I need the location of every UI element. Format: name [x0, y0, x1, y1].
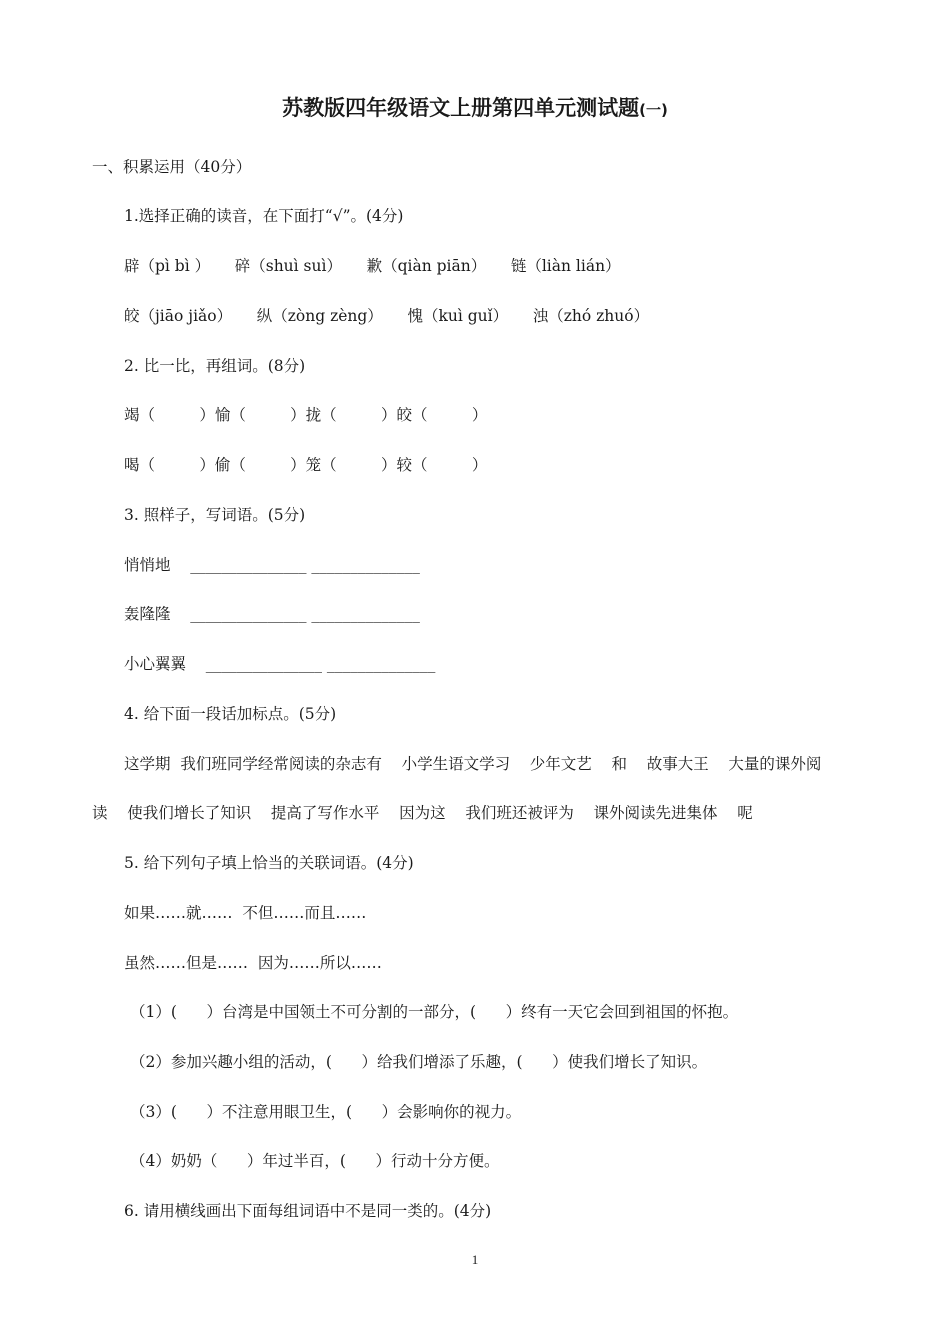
question-5-sentence-4: （4）奶奶（ ）年过半百，( ）行动十分方便。 — [130, 1152, 500, 1170]
question-5-sentence-2: （2）参加兴趣小组的活动，( ）给我们增添了乐趣，( ）使我们增长了知识。 — [130, 1053, 708, 1071]
question-5-sentence-1: （1）( ）台湾是中国领土不可分割的一部分，( ）终有一天它会回到祖国的怀抱。 — [130, 1003, 739, 1021]
question-5-options-1: 如果……就…… 不但……而且…… — [124, 904, 367, 922]
page-number: 1 — [471, 1252, 479, 1267]
section-heading: 一、积累运用（40分） — [92, 158, 252, 176]
question-5-stem: 5. 给下列句子填上恰当的关联词语。(4分) — [124, 854, 414, 872]
question-4-stem: 4. 给下面一段话加标点。(5分) — [124, 705, 337, 723]
question-2-stem: 2. 比一比，再组词。(8分) — [124, 357, 306, 375]
question-5-options-2: 虽然……但是…… 因为……所以…… — [124, 954, 382, 972]
question-3-row-2: 轰隆隆 _______________ ______________ — [124, 605, 420, 623]
question-3-row-1: 悄悄地 _______________ ______________ — [124, 556, 420, 574]
question-3-stem: 3. 照样子，写词语。(5分) — [124, 506, 306, 524]
title-text: 苏教版四年级语文上册第四单元测试题 — [282, 96, 640, 120]
question-1-stem: 1.选择正确的读音，在下面打“√”。(4分) — [124, 207, 404, 225]
question-1-row-1: 辟（pì bì ） 碎（shuì suì） 歉（qiàn piān） 链（liàn lián） — [124, 257, 621, 275]
question-2-row-2: 喝（ ）偷（ ）笼（ ）较（ ） — [124, 456, 488, 474]
question-4-line-1: 这学期 我们班同学经常阅读的杂志有 小学生语文学习 少年文艺 和 故事大王 大量的课外阅 — [124, 755, 822, 773]
title-suffix: (一) — [639, 101, 668, 119]
question-2-row-1: 竭（ ）愉（ ）拢（ ）皎（ ） — [124, 406, 488, 424]
question-4-line-2: 读 使我们增长了知识 提高了写作水平 因为这 我们班还被评为 课外阅读先进集体 呢 — [92, 804, 753, 822]
question-1-row-2: 皎（jiāo jiǎo） 纵（zòng zèng） 愧（kuì guǐ） 浊（zhó zhuó） — [124, 307, 650, 325]
question-5-sentence-3: （3）( ）不注意用眼卫生，( ）会影响你的视力。 — [130, 1103, 522, 1121]
page-title — [0, 92, 950, 122]
question-3-row-3: 小心翼翼 _______________ ______________ — [124, 655, 436, 673]
question-6-stem: 6. 请用横线画出下面每组词语中不是同一类的。(4分) — [124, 1202, 492, 1220]
